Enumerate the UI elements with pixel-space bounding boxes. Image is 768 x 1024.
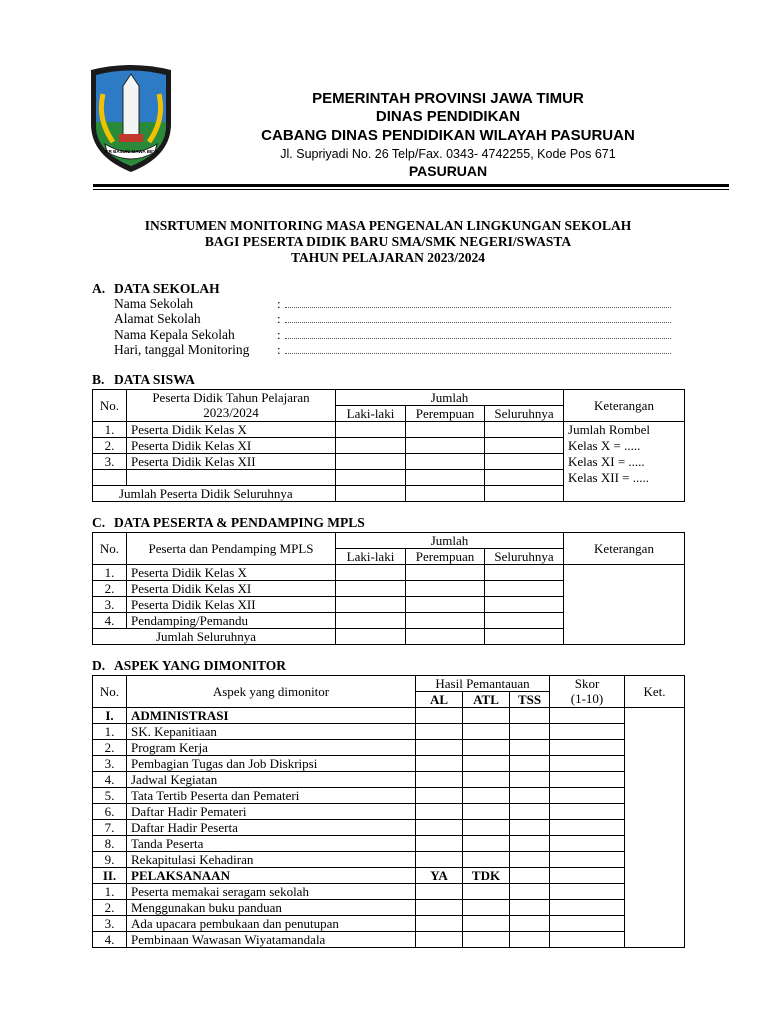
cell-tss[interactable] [510,756,550,772]
header-skor-line1: Skor [574,675,600,691]
cell-al[interactable] [416,772,463,788]
cell-perempuan[interactable] [406,565,485,581]
cell-atl[interactable] [463,804,510,820]
cell-tss[interactable] [510,932,550,948]
header-perempuan: Perempuan [406,406,485,422]
cell-tss[interactable] [510,900,550,916]
cell-al[interactable] [416,756,463,772]
data-siswa-table [92,389,685,502]
row-no: 7. [93,820,127,836]
cell-al[interactable] [416,804,463,820]
cell-tdk[interactable] [463,884,510,900]
cell-laki[interactable] [336,422,406,438]
cell-laki[interactable] [336,613,406,629]
row-no: 1. [93,724,127,740]
header-tdk: TDK [463,868,510,884]
header-peserta-didik [127,390,336,422]
row-no: 1. [93,884,127,900]
section-a-title: DATA SEKOLAH [114,281,220,296]
row-label: Tata Tertib Peserta dan Pemateri [127,788,416,804]
header-aspek: Aspek yang dimonitor [127,676,416,708]
cell-tss[interactable] [510,820,550,836]
total-label: Jumlah Seluruhnya [93,629,336,645]
letterhead-branch: CABANG DINAS PENDIDIKAN WILAYAH PASURUAN [261,127,635,144]
field-hari-tanggal: Hari, tanggal Monitoring [114,342,250,357]
cell-atl[interactable] [463,820,510,836]
row-label: SK. Kepanitiaan [127,724,416,740]
row-no: 3. [93,756,127,772]
header-ya: YA [416,868,463,884]
cell-seluruhnya[interactable] [485,629,564,645]
keterangan-kelas-xii: Kelas XII = ..... [564,470,685,486]
cell-perempuan[interactable] [406,454,485,470]
header-keterangan: Keterangan [564,390,685,422]
cell-laki[interactable] [336,438,406,454]
row-label: Peserta Didik Kelas X [127,565,336,581]
cell-atl[interactable] [463,708,510,724]
total-label: Jumlah Peserta Didik Seluruhnya [93,486,336,502]
row-no: 4. [93,613,127,629]
header-laki-laki: Laki-laki [336,549,406,565]
row-no: 2. [93,581,127,597]
row-no: 3. [93,454,127,470]
row-no: 2. [93,438,127,454]
row-label: Peserta Didik Kelas XI [127,438,336,454]
section-a-letter: A. [92,281,106,296]
cell-tss[interactable] [510,916,550,932]
row-label: Program Kerja [127,740,416,756]
header-seluruhnya: Seluruhnya [485,549,564,565]
cell-al[interactable] [416,788,463,804]
cell-skor[interactable] [550,932,625,948]
group-title-administrasi: ADMINISTRASI [127,708,416,724]
row-label: Daftar Hadir Peserta [127,820,416,836]
letterhead-government: PEMERINTAH PROVINSI JAWA TIMUR [312,90,584,107]
cell-seluruhnya[interactable] [485,486,564,502]
header-skor [550,676,625,708]
cell-skor[interactable] [550,884,625,900]
cell-al[interactable] [416,724,463,740]
section-b-title: DATA SISWA [114,372,195,387]
field-colon: : [277,311,281,326]
section-d-title: ASPEK YANG DIMONITOR [114,658,287,673]
cell-skor[interactable] [550,772,625,788]
header-al: AL [416,692,463,708]
row-label: Pendamping/Pemandu [127,613,336,629]
header-hasil-pemantauan: Hasil Pemantauan [416,676,550,692]
row-label [127,470,336,486]
header-keterangan: Keterangan [564,533,685,565]
cell-al[interactable] [416,820,463,836]
row-no: 1. [93,422,127,438]
cell-seluruhnya[interactable] [485,613,564,629]
cell-ya[interactable] [416,932,463,948]
row-no: 6. [93,804,127,820]
row-label: Peserta Didik Kelas X [127,422,336,438]
cell-al[interactable] [416,740,463,756]
row-no: 9. [93,852,127,868]
row-no: 2. [93,740,127,756]
cell-ya[interactable] [416,916,463,932]
letterhead-divider-thick [93,184,729,187]
section-b-letter: B. [92,372,105,387]
row-no: 2. [93,900,127,916]
cell-al[interactable] [416,708,463,724]
field-nama-kepala-sekolah: Nama Kepala Sekolah [114,327,235,342]
cell-perempuan[interactable] [406,613,485,629]
cell-skor[interactable] [550,820,625,836]
letterhead-agency: DINAS PENDIDIKAN [375,108,521,125]
cell-seluruhnya[interactable] [485,470,564,486]
row-no: 3. [93,916,127,932]
cell-atl[interactable] [463,756,510,772]
cell-tss[interactable] [510,852,550,868]
letterhead-city: PASURUAN [408,163,488,179]
header-perempuan: Perempuan [406,549,485,565]
cell-perempuan[interactable] [406,597,485,613]
row-label: Pembinaan Wawasan Wiyatamandala [127,932,416,948]
cell-seluruhnya[interactable] [485,581,564,597]
cell-laki[interactable] [336,597,406,613]
row-label: Ada upacara pembukaan dan penutupan [127,916,416,932]
cell-tss[interactable] [510,884,550,900]
logo-motto-text: JER BASUKI MAWA BEYA [103,149,159,154]
cell-tss[interactable] [510,708,550,724]
row-label: Jadwal Kegiatan [127,772,416,788]
cell-tss[interactable] [510,740,550,756]
header-no: No. [93,533,127,565]
keterangan-empty [564,486,685,502]
row-no: 3. [93,597,127,613]
cell-seluruhnya[interactable] [485,438,564,454]
cell-ya[interactable] [416,900,463,916]
field-colon: : [277,296,281,311]
header-ket: Ket. [625,676,685,708]
header-seluruhnya: Seluruhnya [485,406,564,422]
group-title-pelaksanaan: PELAKSANAAN [127,868,416,884]
header-laki-laki: Laki-laki [336,406,406,422]
document-title-line1: INSRTUMEN MONITORING MASA PENGENALAN LINGKUNGAN SEKOLAH [144,218,632,233]
cell-tss[interactable] [510,804,550,820]
header-no: No. [93,676,127,708]
document-title-line2: BAGI PESERTA DIDIK BARU SMA/SMK NEGERI/SWASTA [204,234,572,249]
alamat-sekolah-fill-line[interactable] [285,322,671,323]
cell-atl[interactable] [463,852,510,868]
header-peserta-line2: 2023/2024 [203,404,259,420]
row-no: 1. [93,565,127,581]
row-label: Peserta memakai seragam sekolah [127,884,416,900]
cell-tdk[interactable] [463,916,510,932]
cell-skor[interactable] [550,804,625,820]
header-jumlah: Jumlah [336,390,564,406]
row-no: 4. [93,932,127,948]
section-d-heading [92,658,286,674]
keterangan-rombel: Jumlah Rombel [564,422,685,438]
row-no: 5. [93,788,127,804]
cell-laki[interactable] [336,629,406,645]
section-c-letter: C. [92,515,106,530]
row-label: Daftar Hadir Pemateri [127,804,416,820]
cell-perempuan[interactable] [406,422,485,438]
nama-sekolah-fill-line[interactable] [285,307,671,308]
cell-al[interactable] [416,852,463,868]
ket-cell[interactable] [625,708,685,948]
row-no: 4. [93,772,127,788]
row-label: Peserta Didik Kelas XI [127,581,336,597]
cell-atl[interactable] [463,724,510,740]
cell-atl[interactable] [463,740,510,756]
keterangan-kelas-xi: Kelas XI = ..... [564,454,685,470]
header-atl: ATL [463,692,510,708]
keterangan-kelas-x: Kelas X = ..... [564,438,685,454]
cell-tdk[interactable] [463,932,510,948]
field-colon: : [277,327,281,342]
section-c-title: DATA PESERTA & PENDAMPING MPLS [114,515,365,530]
cell-tdk[interactable] [463,900,510,916]
row-no: 8. [93,836,127,852]
keterangan-cell[interactable] [564,565,685,645]
row-label: Pembagian Tugas dan Job Diskripsi [127,756,416,772]
cell-atl[interactable] [463,788,510,804]
row-label: Peserta Didik Kelas XII [127,597,336,613]
document-title-line3: TAHUN PELAJARAN 2023/2024 [290,250,485,265]
row-label: Menggunakan buku panduan [127,900,416,916]
cell-tss[interactable] [510,868,550,884]
cell-skor[interactable] [550,868,625,884]
cell-ya[interactable] [416,884,463,900]
east-java-emblem-logo [83,64,179,176]
header-skor-line2: (1-10) [570,690,604,706]
section-c-heading [92,515,365,531]
cell-laki[interactable] [336,486,406,502]
cell-perempuan[interactable] [406,486,485,502]
cell-seluruhnya[interactable] [485,597,564,613]
cell-skor[interactable] [550,900,625,916]
aspek-monitor-table [92,675,685,948]
row-label: Rekapitulasi Kehadiran [127,852,416,868]
cell-perempuan[interactable] [406,581,485,597]
header-tss: TSS [510,692,550,708]
cell-skor[interactable] [550,852,625,868]
kepala-sekolah-fill-line[interactable] [285,338,671,339]
cell-skor[interactable] [550,740,625,756]
row-label: Peserta Didik Kelas XII [127,454,336,470]
cell-tss[interactable] [510,788,550,804]
cell-skor[interactable] [550,708,625,724]
cell-seluruhnya[interactable] [485,422,564,438]
cell-laki[interactable] [336,470,406,486]
cell-laki[interactable] [336,565,406,581]
header-jumlah: Jumlah [336,533,564,549]
row-label: Tanda Peserta [127,836,416,852]
header-peserta-line1: Peserta Didik Tahun Pelajaran [152,389,310,405]
row-no [93,470,127,486]
cell-tss[interactable] [510,724,550,740]
cell-atl[interactable] [463,836,510,852]
section-b-heading [92,372,195,388]
cell-skor[interactable] [550,788,625,804]
cell-tss[interactable] [510,772,550,788]
group-no: II. [93,868,127,884]
cell-laki[interactable] [336,581,406,597]
cell-al[interactable] [416,836,463,852]
group-no: I. [93,708,127,724]
cell-atl[interactable] [463,772,510,788]
cell-seluruhnya[interactable] [485,454,564,470]
cell-skor[interactable] [550,756,625,772]
cell-perempuan[interactable] [406,629,485,645]
section-a-heading [92,281,220,297]
data-peserta-pendamping-table [92,532,685,645]
section-d-letter: D. [92,658,106,673]
cell-tss[interactable] [510,836,550,852]
hari-tanggal-fill-line[interactable] [285,353,671,354]
letterhead-divider-thin [93,189,729,190]
field-colon: : [277,342,281,357]
cell-skor[interactable] [550,724,625,740]
header-peserta-pendamping: Peserta dan Pendamping MPLS [127,533,336,565]
cell-perempuan[interactable] [406,470,485,486]
cell-laki[interactable] [336,454,406,470]
header-no: No. [93,390,127,422]
letterhead-address: Jl. Supriyadi No. 26 Telp/Fax. 0343- 4742255, Kode Pos 671 [280,147,616,161]
cell-perempuan[interactable] [406,438,485,454]
field-alamat-sekolah: Alamat Sekolah [114,311,201,326]
field-nama-sekolah: Nama Sekolah [114,296,194,311]
cell-skor[interactable] [550,836,625,852]
cell-skor[interactable] [550,916,625,932]
cell-seluruhnya[interactable] [485,565,564,581]
